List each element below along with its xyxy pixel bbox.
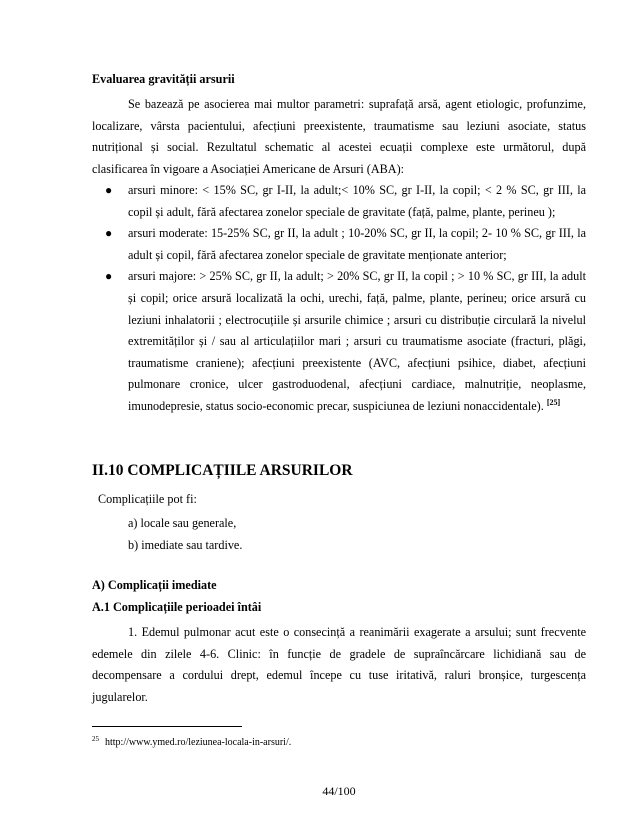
list-item (92, 223, 586, 266)
footnote-number: 25 (92, 735, 99, 743)
period-one-heading: A.1 Complicațiile perioadei întâi (92, 600, 262, 614)
complications-lead: Complicațiile pot fi: (98, 492, 197, 506)
severity-list (92, 180, 586, 418)
list-item (92, 266, 586, 417)
list-item-text: arsuri moderate: 15-25% SC, gr II, la adult ; 10-20% SC, gr II, la copil; 2- 10 % SC, gr III, la adult și copil, fără afectarea zonelor speciale de gravitate menționate anterior; (128, 226, 586, 262)
footnote (92, 737, 291, 748)
complication-type-item: a) locale sau generale, (128, 516, 237, 530)
section-title: II.10 COMPLICAȚIILE ARSURILOR (92, 462, 353, 479)
eval-heading: Evaluarea gravității arsurii (92, 72, 235, 86)
bullet-icon: ● (105, 226, 113, 241)
list-item-text: arsuri minore: < 15% SC, gr I-II, la adult;< 10% SC, gr I-II, la copil; < 2 % SC, gr III, la copil și adult, fără afectarea zonelor speciale de gravitate (față, palme, plante, perineu ); (128, 183, 586, 219)
footnote-link[interactable]: http://www.ymed.ro/leziunea-locala-in-arsuri/. (105, 737, 292, 748)
eval-intro-paragraph: Se bazează pe asocierea mai multor parametri: suprafață arsă, agent etiologic, profunzime, localizare, vârsta pacientului, afecțiuni preexistente, traumatisme sau leziuni asociate, status nutrițional și social. Rezultatul schematic al acestei ecuații complexe este următorul, după clasificarea în vigoare a Asociației Americane de Arsuri (ABA): (92, 97, 586, 176)
complication-type-item: b) imediate sau tardive. (128, 538, 243, 552)
page-number: 44/100 (322, 784, 356, 798)
list-item-text: arsuri majore: > 25% SC, gr II, la adult; > 20% SC, gr II, la copil ; > 10 % SC, gr III, la adult și copil; orice arsură localizată la ochi, urechi, față, palme, plante, perineu; orice arsură cu leziuni inhalatorii ; electrocuțiile și arsurile chimice ; arsuri cu distribuție circulară la nivelul extremităților și / sau al articulațiilor mari ; arsuri cu traumatisme asociate (fracturi, plăgi, traumatisme craniene); afecțiuni preexistente (AVC, afecțiuni psihice, diabet, afecțiuni pulmonare cronice, ulcer gastroduodenal, afecțiuni cardiace, malnutriție, neoplasme, imunodepresie, status socio-economic precar, suspiciunea de leziuni nonaccidentale). (128, 269, 586, 413)
document-page (92, 0, 586, 826)
list-item (92, 180, 586, 223)
immediate-heading: A) Complicații imediate (92, 578, 217, 592)
bullet-icon: ● (105, 183, 113, 197)
bullet-icon: ● (105, 269, 113, 284)
edema-paragraph: 1. Edemul pulmonar acut este o consecință a reanimării exagerate a arsului; sunt frecvente edemele din zilele 4-6. Clinic: în funcție de gradele de supraîncărcare lichidiană sau de decompensare a cordului drept, edemul începe cu tuse iritativă, raluri bronșice, turgescența jugularelor. (92, 625, 586, 704)
citation-ref: [25] (546, 397, 561, 407)
footnote-divider (92, 726, 242, 727)
